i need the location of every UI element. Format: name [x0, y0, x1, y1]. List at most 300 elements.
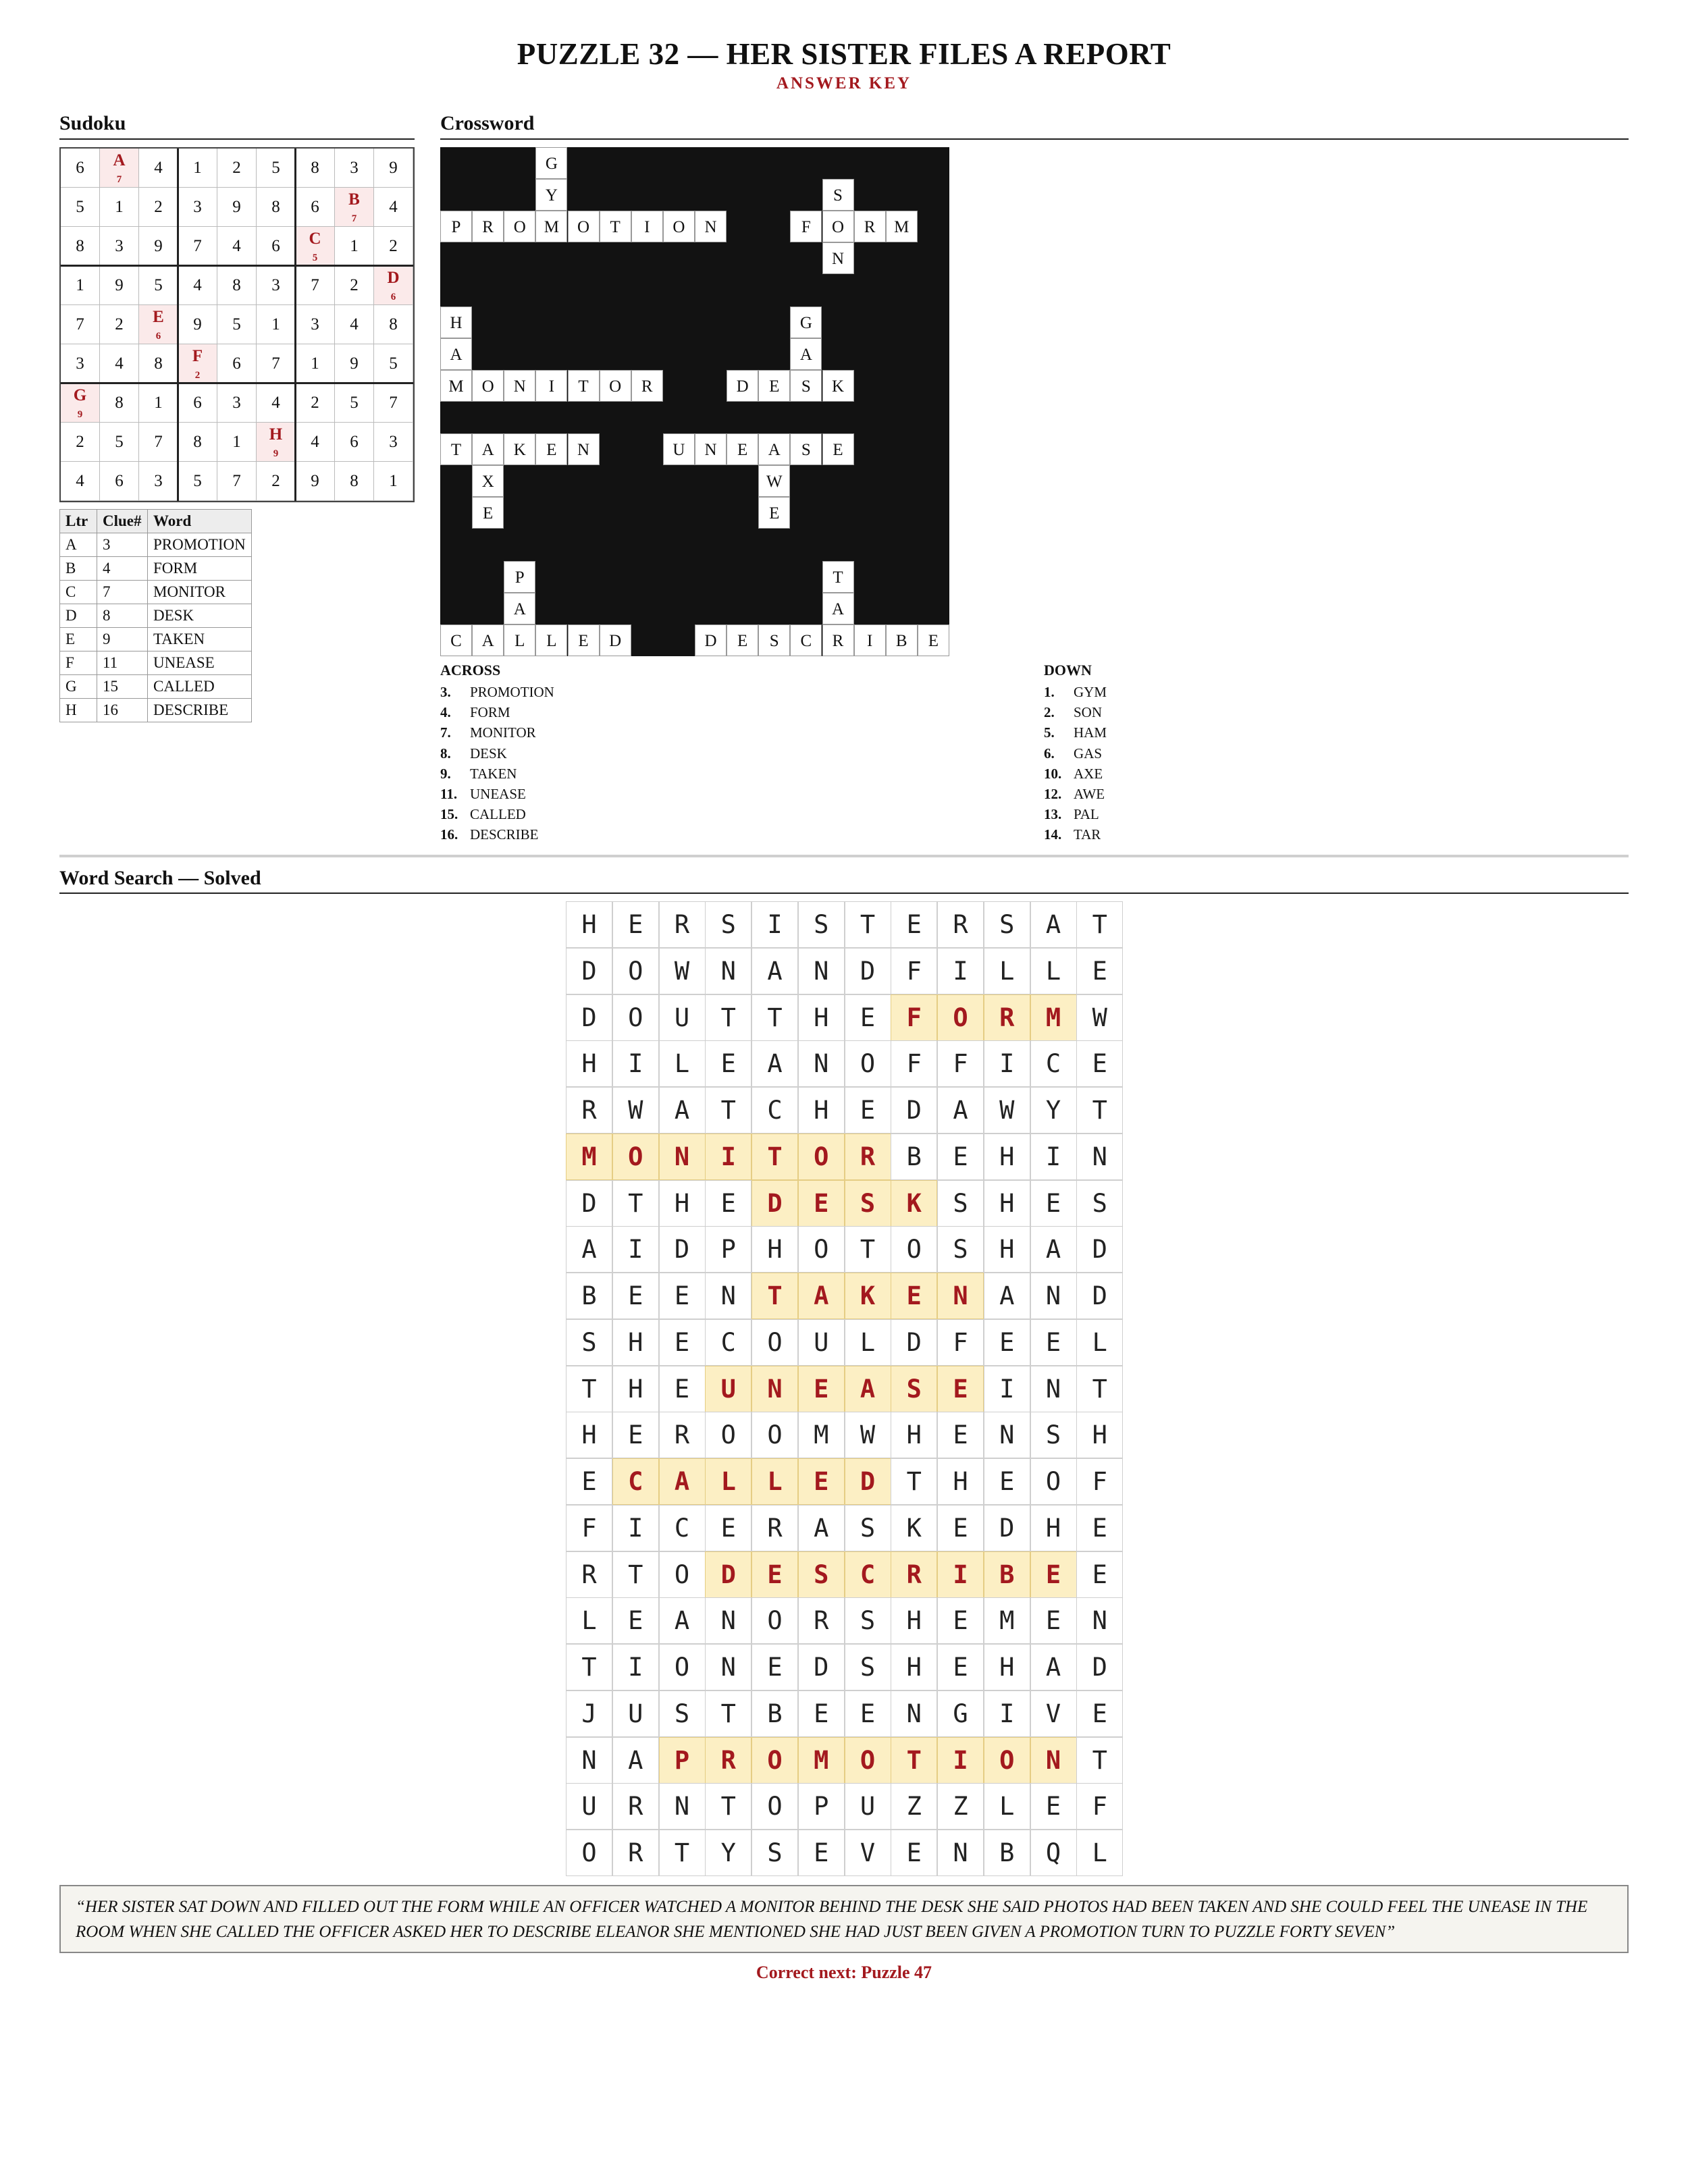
sudoku-cell: 1	[257, 305, 296, 344]
wordsearch-cell: D	[1076, 1644, 1123, 1690]
wordsearch-cell: P	[659, 1737, 706, 1784]
wordsearch-cell: P	[705, 1226, 751, 1273]
wordsearch-cell: O	[566, 1830, 612, 1876]
crossword-cell: O	[472, 370, 504, 402]
wordsearch-cell: R	[566, 1551, 612, 1598]
wordsearch-cell: I	[937, 1551, 984, 1598]
sudoku-cell-value: 7	[351, 213, 357, 224]
clue-answer: GYM	[1074, 684, 1107, 700]
clue-number: 15.	[440, 806, 458, 823]
key-table-cell: H	[60, 699, 97, 722]
key-table-cell: 11	[97, 651, 148, 675]
key-table-row	[60, 699, 252, 722]
clue-answer: TAR	[1074, 826, 1101, 843]
key-table-row	[60, 651, 252, 675]
wordsearch-cell: O	[612, 948, 659, 994]
sudoku-box-divider	[61, 265, 413, 267]
sudoku-cell: 2	[257, 462, 296, 501]
wordsearch-cell: E	[566, 1458, 612, 1505]
key-table-row	[60, 675, 252, 699]
wordsearch-cell: S	[937, 1226, 984, 1273]
sudoku-cell: C 5	[296, 227, 335, 266]
key-table-cell: F	[60, 651, 97, 675]
crossword-heading: Crossword	[440, 112, 535, 134]
down-clue	[1044, 784, 1105, 804]
crossword-cell: D	[600, 624, 631, 656]
crossword-cell: N	[822, 242, 854, 274]
crossword-cell: D	[695, 624, 727, 656]
wordsearch-cell: H	[984, 1180, 1030, 1227]
sudoku-cell: 8	[100, 383, 139, 423]
wordsearch-cell: I	[984, 1040, 1030, 1087]
wordsearch-cell: O	[751, 1737, 798, 1784]
wordsearch-cell: U	[566, 1783, 612, 1830]
sudoku-cell: 4	[100, 344, 139, 383]
hidden-message: “HER SISTER SAT DOWN AND FILLED OUT THE FORM WHILE AN OFFICER WATCHED A MONITOR BEHIND THE DESK SHE SAID PHOTOS HAD BEEN TAKEN AND SHE COULD FEEL THE UNEASE IN THE ROOM WHEN SHE CALLED THE OFFICER ASKED HER TO DESCRIBE ELEANOR SHE MENTIONED SHE HAD JUST BEEN GIVEN A PROMOTION TURN TO PUZZLE FORTY SEVEN”	[59, 1885, 1629, 1953]
wordsearch-cell: N	[566, 1737, 612, 1784]
wordsearch-cell: E	[1030, 1319, 1077, 1366]
wordsearch-cell: H	[659, 1180, 706, 1227]
wordsearch-cell: K	[891, 1505, 937, 1551]
wordsearch-cell: E	[705, 1505, 751, 1551]
sudoku-cell: 5	[217, 305, 257, 344]
key-table-header-cell: Word	[148, 510, 252, 533]
wordsearch-cell: D	[705, 1551, 751, 1598]
wordsearch-cell: F	[937, 1040, 984, 1087]
clue-answer: DESK	[470, 745, 507, 762]
wordsearch-cell: N	[659, 1134, 706, 1180]
wordsearch-cell: A	[659, 1087, 706, 1134]
wordsearch-cell: D	[659, 1226, 706, 1273]
wordsearch-cell: D	[566, 1180, 612, 1227]
sudoku-cell: 4	[217, 227, 257, 266]
key-table-header	[60, 510, 252, 533]
wordsearch-rule	[59, 893, 1629, 894]
crossword-cell: A	[790, 338, 822, 370]
sudoku-cell: 3	[374, 423, 413, 462]
wordsearch-cell: D	[845, 1458, 891, 1505]
wordsearch-cell: D	[751, 1180, 798, 1227]
wordsearch-cell: T	[1076, 901, 1123, 948]
wordsearch-cell: H	[612, 1366, 659, 1412]
wordsearch-cell: O	[612, 994, 659, 1041]
crossword-cell: O	[600, 370, 631, 402]
wordsearch-cell: R	[612, 1783, 659, 1830]
sudoku-cell: 4	[257, 383, 296, 423]
crossword-cell: F	[790, 211, 822, 242]
wordsearch-cell: E	[1030, 1597, 1077, 1644]
wordsearch-cell: E	[891, 1273, 937, 1319]
wordsearch-cell: E	[798, 1690, 845, 1737]
sudoku-cell: 8	[178, 423, 217, 462]
key-table-cell: DESK	[148, 604, 252, 628]
wordsearch-cell: I	[612, 1505, 659, 1551]
wordsearch-cell: C	[659, 1505, 706, 1551]
sudoku-cell: G 9	[61, 383, 100, 423]
wordsearch-cell: N	[1076, 1597, 1123, 1644]
sudoku-cell: 6	[178, 383, 217, 423]
wordsearch-cell: T	[1076, 1087, 1123, 1134]
wordsearch-cell: B	[984, 1551, 1030, 1598]
clue-answer: PROMOTION	[470, 684, 554, 700]
wordsearch-cell: U	[612, 1690, 659, 1737]
wordsearch-cell: W	[845, 1412, 891, 1458]
wordsearch-cell: M	[984, 1597, 1030, 1644]
wordsearch-cell: A	[659, 1597, 706, 1644]
wordsearch-cell: O	[705, 1412, 751, 1458]
wordsearch-cell: O	[612, 1134, 659, 1180]
wordsearch-cell: N	[1030, 1273, 1077, 1319]
wordsearch-cell: N	[1030, 1737, 1077, 1784]
sudoku-heading: Sudoku	[59, 112, 126, 134]
clue-number: 2.	[1044, 704, 1055, 721]
clue-number: 7.	[440, 724, 451, 741]
key-table-cell: C	[60, 581, 97, 604]
wordsearch-cell: B	[751, 1690, 798, 1737]
wordsearch-cell: L	[1076, 1830, 1123, 1876]
clue-number: 8.	[440, 745, 451, 762]
sudoku-cell: 6	[217, 344, 257, 383]
wordsearch-cell: I	[612, 1226, 659, 1273]
key-table-cell: 15	[97, 675, 148, 699]
crossword-cell: K	[822, 370, 854, 402]
crossword-cell: E	[822, 433, 854, 465]
wordsearch-cell: E	[1076, 1690, 1123, 1737]
sudoku-cell: 3	[257, 266, 296, 305]
wordsearch-cell: T	[705, 1690, 751, 1737]
wordsearch-cell: N	[798, 1040, 845, 1087]
crossword-cell: S	[790, 370, 822, 402]
wordsearch-cell: E	[659, 1319, 706, 1366]
clue-number: 11.	[440, 786, 458, 802]
wordsearch-cell: E	[937, 1412, 984, 1458]
wordsearch-cell: E	[845, 994, 891, 1041]
crossword-cell: R	[472, 211, 504, 242]
crossword-cell: O	[568, 211, 600, 242]
key-table-cell: B	[60, 557, 97, 581]
wordsearch-cell: S	[1030, 1412, 1077, 1458]
wordsearch-cell: S	[566, 1319, 612, 1366]
clue-answer: CALLED	[470, 806, 526, 823]
clue-number: 5.	[1044, 724, 1055, 741]
sudoku-cell: 1	[217, 423, 257, 462]
clue-number: 12.	[1044, 786, 1062, 802]
wordsearch-cell: C	[1030, 1040, 1077, 1087]
wordsearch-cell: E	[798, 1180, 845, 1227]
wordsearch-cell: H	[1030, 1505, 1077, 1551]
wordsearch-cell: R	[659, 901, 706, 948]
sudoku-cell: 4	[139, 149, 178, 188]
wordsearch-cell: A	[1030, 1644, 1077, 1690]
sudoku-cell-value: 9	[77, 409, 83, 420]
sudoku-cell: 4	[61, 462, 100, 501]
sudoku-cell: 3	[335, 149, 374, 188]
sudoku-cell: 7	[178, 227, 217, 266]
wordsearch-cell: S	[937, 1180, 984, 1227]
crossword-cell: A	[472, 433, 504, 465]
crossword-cell: B	[886, 624, 918, 656]
sudoku-cell: D 6	[374, 266, 413, 305]
wordsearch-cell: T	[845, 901, 891, 948]
wordsearch-cell: T	[566, 1366, 612, 1412]
wordsearch-cell: T	[612, 1551, 659, 1598]
wordsearch-cell: I	[984, 1690, 1030, 1737]
wordsearch-cell: A	[751, 1040, 798, 1087]
sudoku-cell: 6	[335, 423, 374, 462]
crossword-cell: A	[822, 593, 854, 624]
wordsearch-cell: E	[1076, 1551, 1123, 1598]
wordsearch-cell: E	[1076, 1505, 1123, 1551]
key-table-body	[60, 533, 252, 722]
crossword-cell: N	[695, 433, 727, 465]
key-table-cell: 9	[97, 628, 148, 651]
sudoku-cell: 2	[139, 188, 178, 227]
sudoku-cell: 7	[257, 344, 296, 383]
wordsearch-cell: T	[612, 1180, 659, 1227]
crossword-cell: I	[854, 624, 886, 656]
sudoku-cell: 3	[139, 462, 178, 501]
wordsearch-cell: S	[891, 1366, 937, 1412]
wordsearch-cell: E	[798, 1366, 845, 1412]
wordsearch-cell: L	[984, 948, 1030, 994]
wordsearch-cell: D	[891, 1319, 937, 1366]
wordsearch-cell: D	[798, 1644, 845, 1690]
wordsearch-cell: A	[937, 1087, 984, 1134]
across-clue	[440, 784, 526, 804]
wordsearch-cell: H	[566, 1040, 612, 1087]
crossword-cell: D	[727, 370, 758, 402]
wordsearch-cell: K	[891, 1180, 937, 1227]
crossword-cell: E	[727, 624, 758, 656]
wordsearch-cell: H	[891, 1597, 937, 1644]
sudoku-box-divider	[61, 382, 413, 384]
wordsearch-cell: H	[566, 1412, 612, 1458]
clue-answer: MONITOR	[470, 724, 536, 741]
wordsearch-cell: D	[1076, 1273, 1123, 1319]
crossword-cell: W	[758, 465, 790, 497]
sudoku-cell: 1	[335, 227, 374, 266]
crossword-cell: E	[472, 497, 504, 529]
key-table-cell: UNEASE	[148, 651, 252, 675]
wordsearch-cell: M	[1030, 994, 1077, 1041]
wordsearch-cell: E	[612, 1273, 659, 1319]
wordsearch-cell: S	[751, 1830, 798, 1876]
sudoku-cell: 6	[100, 462, 139, 501]
wordsearch-cell: O	[751, 1597, 798, 1644]
wordsearch-cell: H	[984, 1226, 1030, 1273]
wordsearch-cell: E	[705, 1040, 751, 1087]
sudoku-cell: 4	[178, 266, 217, 305]
wordsearch-cell: N	[937, 1830, 984, 1876]
sudoku-cell-value: 9	[273, 448, 279, 459]
wordsearch-cell: H	[984, 1644, 1030, 1690]
crossword-cell: O	[504, 211, 535, 242]
wordsearch-cell: A	[612, 1737, 659, 1784]
wordsearch-cell: E	[751, 1551, 798, 1598]
wordsearch-cell: N	[705, 1597, 751, 1644]
crossword-cell: O	[663, 211, 695, 242]
wordsearch-cell: R	[984, 994, 1030, 1041]
sudoku-cell: H 9	[257, 423, 296, 462]
wordsearch-cell: E	[1076, 948, 1123, 994]
crossword-cell: O	[822, 211, 854, 242]
sudoku-rule	[59, 138, 415, 140]
clue-answer: SON	[1074, 704, 1103, 721]
sudoku-cell: 9	[217, 188, 257, 227]
wordsearch-cell: I	[705, 1134, 751, 1180]
wordsearch-cell: T	[891, 1737, 937, 1784]
crossword-cell: U	[663, 433, 695, 465]
sudoku-cell: 5	[178, 462, 217, 501]
sudoku-cell: 3	[61, 344, 100, 383]
key-table-cell: PROMOTION	[148, 533, 252, 557]
wordsearch-cell: T	[705, 1087, 751, 1134]
wordsearch-cell: E	[891, 1830, 937, 1876]
sudoku-cell: 1	[296, 344, 335, 383]
clue-answer: PAL	[1074, 806, 1099, 823]
wordsearch-cell: T	[1076, 1737, 1123, 1784]
wordsearch-cell: M	[566, 1134, 612, 1180]
sudoku-cell-value: 7	[116, 174, 122, 185]
wordsearch-cell: V	[1030, 1690, 1077, 1737]
sudoku-cell: 3	[178, 188, 217, 227]
across-clue	[440, 824, 539, 845]
wordsearch-cell: J	[566, 1690, 612, 1737]
wordsearch-cell: H	[891, 1412, 937, 1458]
wordsearch-cell: K	[845, 1273, 891, 1319]
wordsearch-cell: O	[798, 1226, 845, 1273]
across-clue	[440, 764, 517, 784]
sudoku-cell: 8	[61, 227, 100, 266]
wordsearch-cell: E	[612, 1597, 659, 1644]
wordsearch-cell: R	[612, 1830, 659, 1876]
clue-answer: DESCRIBE	[470, 826, 539, 843]
wordsearch-cell: Z	[891, 1783, 937, 1830]
crossword-cell: E	[535, 433, 567, 465]
sudoku-cell-value: 5	[312, 252, 318, 263]
sudoku-cell: 6	[257, 227, 296, 266]
sudoku-cell: 1	[61, 266, 100, 305]
wordsearch-cell: E	[705, 1180, 751, 1227]
wordsearch-cell: T	[659, 1830, 706, 1876]
sudoku-cell-value: 2	[194, 370, 201, 381]
wordsearch-cell: P	[798, 1783, 845, 1830]
sudoku-cell: B 7	[335, 188, 374, 227]
sudoku-cell: 1	[100, 188, 139, 227]
wordsearch-cell: E	[845, 1690, 891, 1737]
crossword-cell: E	[758, 497, 790, 529]
wordsearch-cell: F	[937, 1319, 984, 1366]
key-table-row	[60, 557, 252, 581]
wordsearch-cell: N	[705, 1644, 751, 1690]
wordsearch-cell: B	[566, 1273, 612, 1319]
wordsearch-cell: O	[845, 1040, 891, 1087]
wordsearch-cell: S	[705, 901, 751, 948]
wordsearch-cell: H	[566, 901, 612, 948]
crossword-cell: I	[535, 370, 567, 402]
sudoku-cell: 9	[178, 305, 217, 344]
wordsearch-cell: Q	[1030, 1830, 1077, 1876]
clue-answer: UNEASE	[470, 786, 526, 802]
clue-answer: AWE	[1074, 786, 1105, 802]
wordsearch-cell: S	[798, 901, 845, 948]
key-table-row	[60, 628, 252, 651]
down-clue	[1044, 722, 1107, 743]
sudoku-cell: 1	[139, 383, 178, 423]
wordsearch-cell: E	[1030, 1180, 1077, 1227]
sudoku-cell: 5	[335, 383, 374, 423]
wordsearch-cell: S	[1076, 1180, 1123, 1227]
sudoku-cell-value: 6	[155, 331, 161, 342]
sudoku-cell: 9	[335, 344, 374, 383]
wordsearch-cell: I	[612, 1040, 659, 1087]
wordsearch-cell: B	[891, 1134, 937, 1180]
key-table-row	[60, 581, 252, 604]
wordsearch-cell: R	[751, 1505, 798, 1551]
wordsearch-cell: M	[798, 1737, 845, 1784]
wordsearch-cell: F	[1076, 1783, 1123, 1830]
crossword-cell: R	[822, 624, 854, 656]
wordsearch-cell: E	[937, 1505, 984, 1551]
wordsearch-cell: S	[845, 1505, 891, 1551]
wordsearch-cell: E	[659, 1366, 706, 1412]
wordsearch-cell: W	[1076, 994, 1123, 1041]
sudoku-cell: 2	[296, 383, 335, 423]
wordsearch-cell: G	[937, 1690, 984, 1737]
wordsearch-cell: R	[659, 1412, 706, 1458]
wordsearch-cell: H	[798, 994, 845, 1041]
wordsearch-cell: Y	[705, 1830, 751, 1876]
wordsearch-cell: E	[937, 1134, 984, 1180]
clue-number: 14.	[1044, 826, 1062, 843]
wordsearch-cell: U	[798, 1319, 845, 1366]
sudoku-cell: 5	[139, 266, 178, 305]
clue-number: 6.	[1044, 745, 1055, 762]
sudoku-cell: 7	[296, 266, 335, 305]
clue-answer: AXE	[1074, 765, 1103, 782]
wordsearch-cell: N	[937, 1273, 984, 1319]
key-table-row	[60, 533, 252, 557]
key-table-cell: DESCRIBE	[148, 699, 252, 722]
wordsearch-cell: I	[937, 948, 984, 994]
across-clue	[440, 702, 510, 722]
down-heading: DOWN	[1044, 662, 1092, 678]
crossword-cell: T	[600, 211, 631, 242]
wordsearch-cell: R	[937, 901, 984, 948]
wordsearch-cell: E	[751, 1644, 798, 1690]
wordsearch-cell: U	[845, 1783, 891, 1830]
wordsearch-cell: N	[659, 1783, 706, 1830]
crossword-cell: N	[695, 211, 727, 242]
crossword-cell: N	[504, 370, 535, 402]
wordsearch-cell: S	[659, 1690, 706, 1737]
key-table-cell: 3	[97, 533, 148, 557]
wordsearch-cell: O	[751, 1783, 798, 1830]
wordsearch-cell: L	[845, 1319, 891, 1366]
crossword-cell: G	[535, 147, 567, 179]
wordsearch-cell: E	[937, 1644, 984, 1690]
wordsearch-cell: O	[891, 1226, 937, 1273]
wordsearch-cell: C	[845, 1551, 891, 1598]
crossword-cell: E	[568, 624, 600, 656]
sudoku-cell: F 2	[178, 344, 217, 383]
crossword-cell: N	[568, 433, 600, 465]
clue-number: 10.	[1044, 765, 1062, 782]
down-clue	[1044, 764, 1103, 784]
wordsearch-cell: L	[566, 1597, 612, 1644]
crossword-cell: E	[918, 624, 949, 656]
wordsearch-cell: I	[937, 1737, 984, 1784]
